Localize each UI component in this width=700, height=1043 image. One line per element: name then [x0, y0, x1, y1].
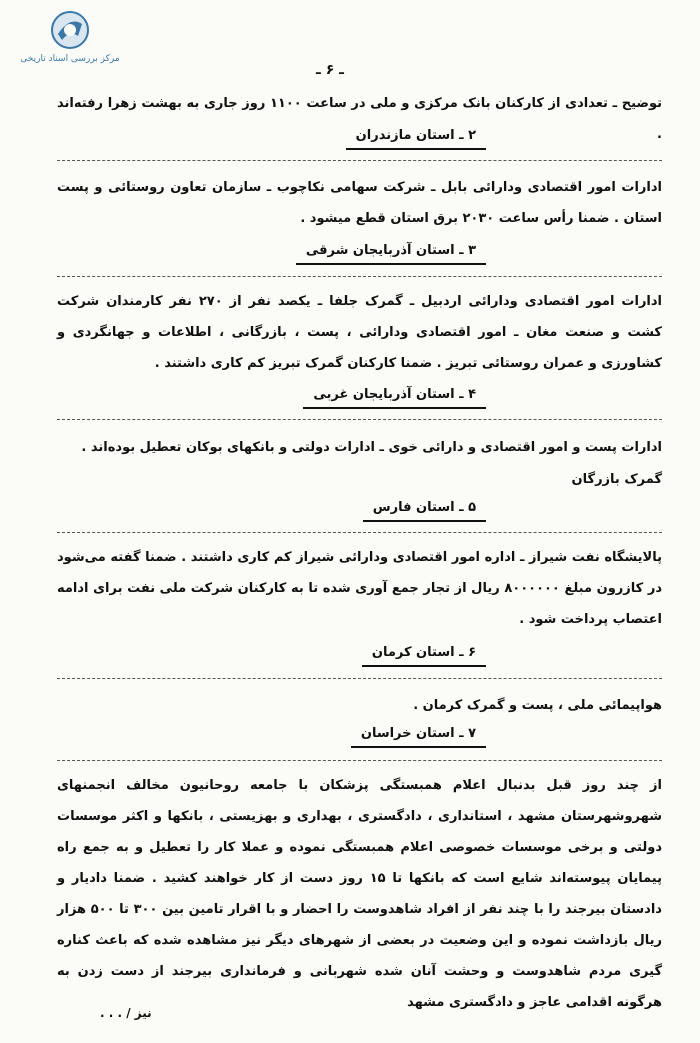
heading-underline [362, 665, 486, 667]
section-heading-text: ۵ ـ استان فارس [372, 500, 476, 515]
archive-logo-caption: مرکز بررسی اسناد تاریخی [20, 54, 120, 64]
heading-underline [363, 520, 486, 522]
section-heading-azarbaijan-sharghi [302, 243, 480, 261]
section-heading-text: ۲ ـ استان مازندران [355, 128, 476, 143]
section-heading-text: ۳ ـ استان آذربایجان شرقی [305, 243, 476, 258]
section-heading-mazandaran [352, 128, 480, 146]
azarbaijan-gharbi-customs-line: گمرک بازرگان [571, 472, 662, 487]
heading-underline [303, 407, 486, 409]
heading-underline [296, 263, 486, 265]
note-paragraph: توضیح ـ تعدادی از کارکنان بانک مرکزی و ملی در ساعت ۱۱۰۰ روز جاری به بهشت زهرا رفته‌اند . [57, 96, 662, 142]
continuation-note: نیز / . . . [100, 1006, 152, 1020]
section-heading-text: ۴ ـ استان آذربایجان غربی [313, 387, 476, 402]
fars-paragraph: پالایشگاه نفت شیراز ـ اداره امور اقتصادی ودارائی شیراز کم کاری داشتند . ضمنا گفته می‌شود در کازرون مبلغ ۸۰۰۰۰۰۰ ریال از تجار جمع آوری شده تا به کارکنان شرکت ملی نفت برای ادامه اعتصاب پرداخت شود . [57, 550, 662, 627]
section-divider [57, 276, 662, 277]
heading-underline [346, 148, 486, 150]
section-divider [57, 160, 662, 161]
azarbaijan-sharghi-paragraph: ادارات امور اقتصادی ودارائی اردبیل ـ گمرک جلفا ـ یکصد نفر از ۲۷۰ نفر کارمندان شرکت کشت و صنعت مغان ـ امور اقتصادی ودارائی ، پست ، بازرگانی ، اطلاعات و جهانگردی و کشاورزی و عمران روستائی تبریز . ضمنا کارکنان گمرک تبریز کم کاری داشتند . [57, 294, 663, 371]
archive-logo [10, 10, 130, 70]
section-divider [57, 419, 662, 420]
archive-emblem-icon [50, 10, 90, 50]
kerman-paragraph: هواپیمائی ملی ، پست و گمرک کرمان . [413, 698, 662, 713]
page-number: ـ ۶ ـ [316, 62, 344, 78]
section-divider [57, 678, 662, 679]
heading-underline [351, 746, 486, 748]
section-heading-khorasan [357, 726, 480, 744]
section-heading-text: ۶ ـ استان کرمان [371, 645, 476, 660]
azarbaijan-gharbi-paragraph: ادارات پست و امور اقتصادی و دارائی خوی ـ ادارات دولتی و بانکهای بوکان تعطیل بوده‌اند . [81, 440, 662, 455]
section-divider [57, 532, 662, 533]
section-heading-azarbaijan-gharbi [309, 387, 480, 405]
khorasan-paragraph: از چند روز قبل بدنبال اعلام همبستگی پزشکان با جامعه روحانیون مخالف انجمنهای شهروشهرستان مشهد ، استانداری ، دادگستری ، بهداری و بهزیستی ، بانکها و اکثر موسسات دولتی و برخی موسسات خصوصی اعلام همبستگی نموده و عملا کار را تعطیل و به جمع راه پیمایان پیوسته‌اند شایع است که بانکها تا ۱۵ روز دست از کار خواهند کشید . ضمنا دادیار و دادستان بیرجند را با چند نفر از افراد شاهدوست را احضار و با اقرار تامین بین ۳۰۰ تا ۵۰۰ هزار ریال بازداشت نموده و این وضعیت در بعضی از شهرهای دیگر نیز مشاهده شده که باعث کناره گیری مردم شاهدوست و وحشت آنان شده شهربانی و فرمانداری بیرجند از دست زدن به هرگونه اقدامی عاجز و دادگستری مشهد [57, 778, 662, 1010]
section-divider [57, 760, 662, 761]
section-heading-text: ۷ ـ استان خراسان [360, 726, 476, 741]
mazandaran-paragraph: ادارات امور اقتصادی ودارائی بابل ـ شرکت سهامی نکاچوب ـ سازمان تعاون روستائی و پست استان . ضمنا رأس ساعت ۲۰۳۰ برق استان قطع میشود . [57, 180, 662, 226]
section-heading-kerman [368, 645, 480, 663]
section-heading-fars [369, 500, 480, 518]
